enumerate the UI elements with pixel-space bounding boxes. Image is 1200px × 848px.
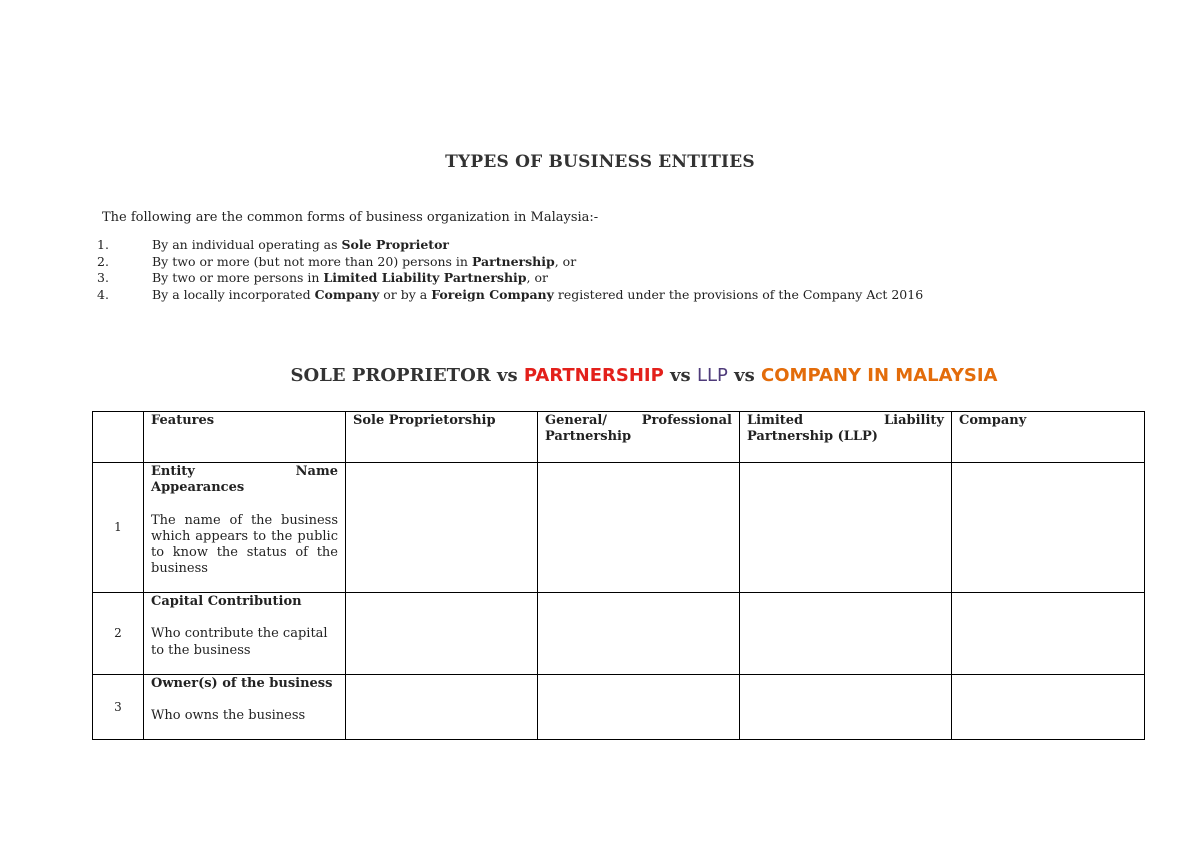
table-cell bbox=[346, 463, 538, 593]
feature-title: Owner(s) of the business bbox=[151, 676, 333, 691]
table-cell bbox=[740, 593, 952, 675]
table-cell bbox=[740, 675, 952, 740]
feature-title: Entity Name Appearances bbox=[151, 464, 338, 496]
list-text: By a locally incorporated Company or by a Foreign Company registered under the provisions of the Company Act 2016 bbox=[152, 287, 924, 303]
list-number: 4. bbox=[97, 287, 109, 303]
row-number: 1 bbox=[93, 463, 144, 593]
list-number: 1. bbox=[97, 237, 109, 252]
comparison-table bbox=[92, 411, 1145, 740]
table-cell bbox=[740, 463, 952, 593]
feature-cell bbox=[144, 675, 346, 740]
feature-description: The name of the business which appears to the public to know the status of the business bbox=[151, 512, 338, 577]
table-cell bbox=[538, 675, 740, 740]
feature-description: Who owns the business bbox=[151, 708, 306, 724]
list-number: 2. bbox=[97, 253, 109, 269]
row-number: 2 bbox=[93, 593, 144, 675]
intro-paragraph: The following are the common forms of business organization in Malaysia:- bbox=[102, 210, 599, 225]
header-cell-company: Company bbox=[952, 412, 1145, 463]
table-cell bbox=[346, 593, 538, 675]
feature-title: Capital Contribution bbox=[151, 594, 302, 609]
document-title: TYPES OF BUSINESS ENTITIES bbox=[445, 152, 755, 172]
comparison-title: SOLE PROPRIETOR vs PARTNERSHIP vs LLP vs COMPANY IN MALAYSIA bbox=[290, 365, 998, 386]
table-row bbox=[93, 463, 1145, 593]
list-text: By an individual operating as Sole Proprietor bbox=[152, 237, 449, 252]
header-cell-sole-proprietorship: Sole Proprietorship bbox=[346, 412, 538, 463]
table-cell bbox=[952, 675, 1145, 740]
row-number: 3 bbox=[93, 675, 144, 740]
feature-cell bbox=[144, 593, 346, 675]
feature-description: Who contribute the capital to the business bbox=[151, 626, 328, 658]
table-cell bbox=[538, 593, 740, 675]
table-row bbox=[93, 593, 1145, 675]
list-number: 3. bbox=[97, 270, 109, 286]
table-cell bbox=[538, 463, 740, 593]
header-cell-llp: Limited Liability Partnership (LLP) bbox=[740, 412, 952, 463]
list-text: By two or more (but not more than 20) persons in Partnership, or bbox=[152, 253, 577, 269]
table-header-row bbox=[93, 412, 1145, 463]
feature-cell bbox=[144, 463, 346, 593]
header-cell-partnership: General/ Professional Partnership bbox=[538, 412, 740, 463]
header-cell-features: Features bbox=[144, 412, 346, 463]
list-text: By two or more persons in Limited Liability Partnership, or bbox=[152, 270, 548, 286]
header-cell-number bbox=[93, 412, 144, 463]
table-cell bbox=[346, 675, 538, 740]
table-cell bbox=[952, 463, 1145, 593]
table-cell bbox=[952, 593, 1145, 675]
table-row bbox=[93, 675, 1145, 740]
